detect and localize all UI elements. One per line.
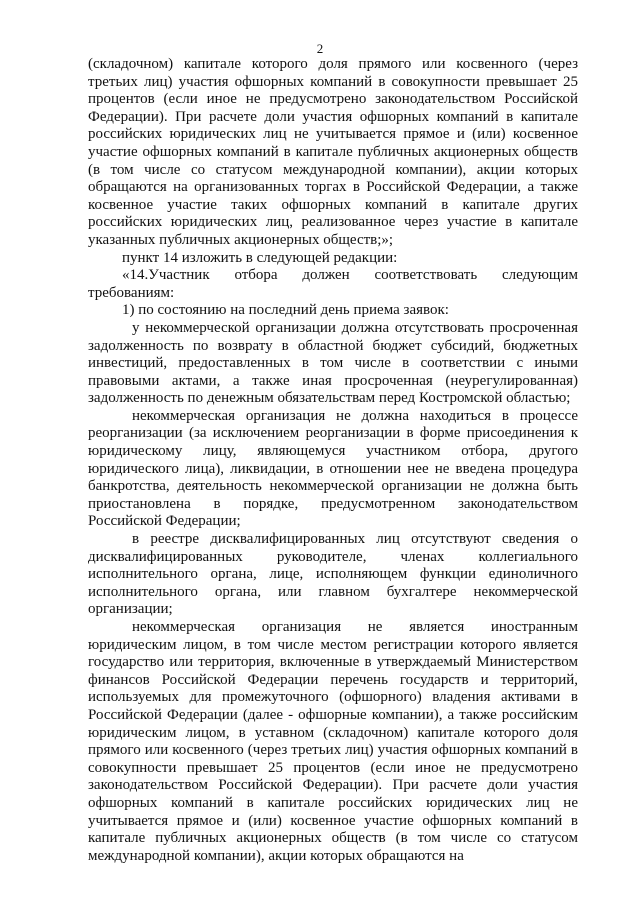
document-body <box>88 56 578 865</box>
paragraph-no-overdue-debt: у некоммерческой организации должна отсутствовать просроченная задолженность по возврату в областной бюджет субсидий, бюджетных инвестиций, предоставленных в том числе в соответствии с иными правовыми актами, а также иная просроченная (неурегулированная) задолженность по денежным обязательствам перед Костромской областью; <box>88 319 578 407</box>
paragraph-subclause-1: 1) по состоянию на последний день приема заявок: <box>122 302 449 319</box>
paragraph-no-reorganization: некоммерческая организация не должна находиться в процессе реорганизации (за исключением реорганизации в форме присоединения к юридическому лицу, являющемуся участником отбора, другого юридического лица), ликвидации, в отношении нее не введена процедура банкротства, деятельность некоммерческой организации не должна быть приостановлена в порядке, предусмотренном законодательством Российской Федерации; <box>88 407 578 530</box>
paragraph-clause-14-intro: пункт 14 изложить в следующей редакции: <box>122 249 398 266</box>
paragraph-disqualified-persons: в реестре дисквалифицированных лиц отсутствуют сведения о дисквалифицированных руководителе, членах коллегиального исполнительного органа, лице, исполняющем функции единоличного исполнительного органа, или главном бухгалтере некоммерческой организации; <box>88 531 578 618</box>
paragraph-not-foreign-entity: некоммерческая организация не является иностранным юридическим лицом, в том числе местом регистрации которого является государство или территория, включенные в утверждаемый Министерством финансов Российской Федерации перечень государств и территорий, используемых для промежуточного (офшорного) владения активами в Российской Федерации (далее - офшорные компании), а также российским юридическим лицом, в уставном (складочном) капитале которого доля прямого или косвенного (через третьих лиц) участия офшорных компаний в совокупности превышает 25 процентов (если иное не предусмотрено законодательством Российской Федерации). При расчете доли участия офшорных компаний в капитале российских юридических лиц не учитывается прямое и (или) косвенное участие офшорных компаний в капитале публичных акционерных обществ (в том числе со статусом международной компании), акции которых обращаются на <box>88 619 578 864</box>
paragraph-offshore-continuation: (складочном) капитале которого доля прямого или косвенного (через третьих лиц) участия офшорных компаний в совокупности превышает 25 процентов (если иное не предусмотрено законодательством Российской Федерации). При расчете доли участия офшорных компаний в капитале российских юридических лиц не учитывается прямое и (или) косвенное участие офшорных компаний в капитале публичных акционерных обществ (в том числе со статусом международной компании), акции которых обращаются на организованных торгах в Российской Федерации, а также косвенное участие таких офшорных компаний в капитале других российских юридических лиц, реализованное через участие в капитале указанных публичных акционерных обществ;»; <box>88 56 578 248</box>
page-number: 2 <box>316 41 324 56</box>
paragraph-clause-14-heading: «14.Участник отбора должен соответствовать следующим требованиям: <box>88 267 578 301</box>
